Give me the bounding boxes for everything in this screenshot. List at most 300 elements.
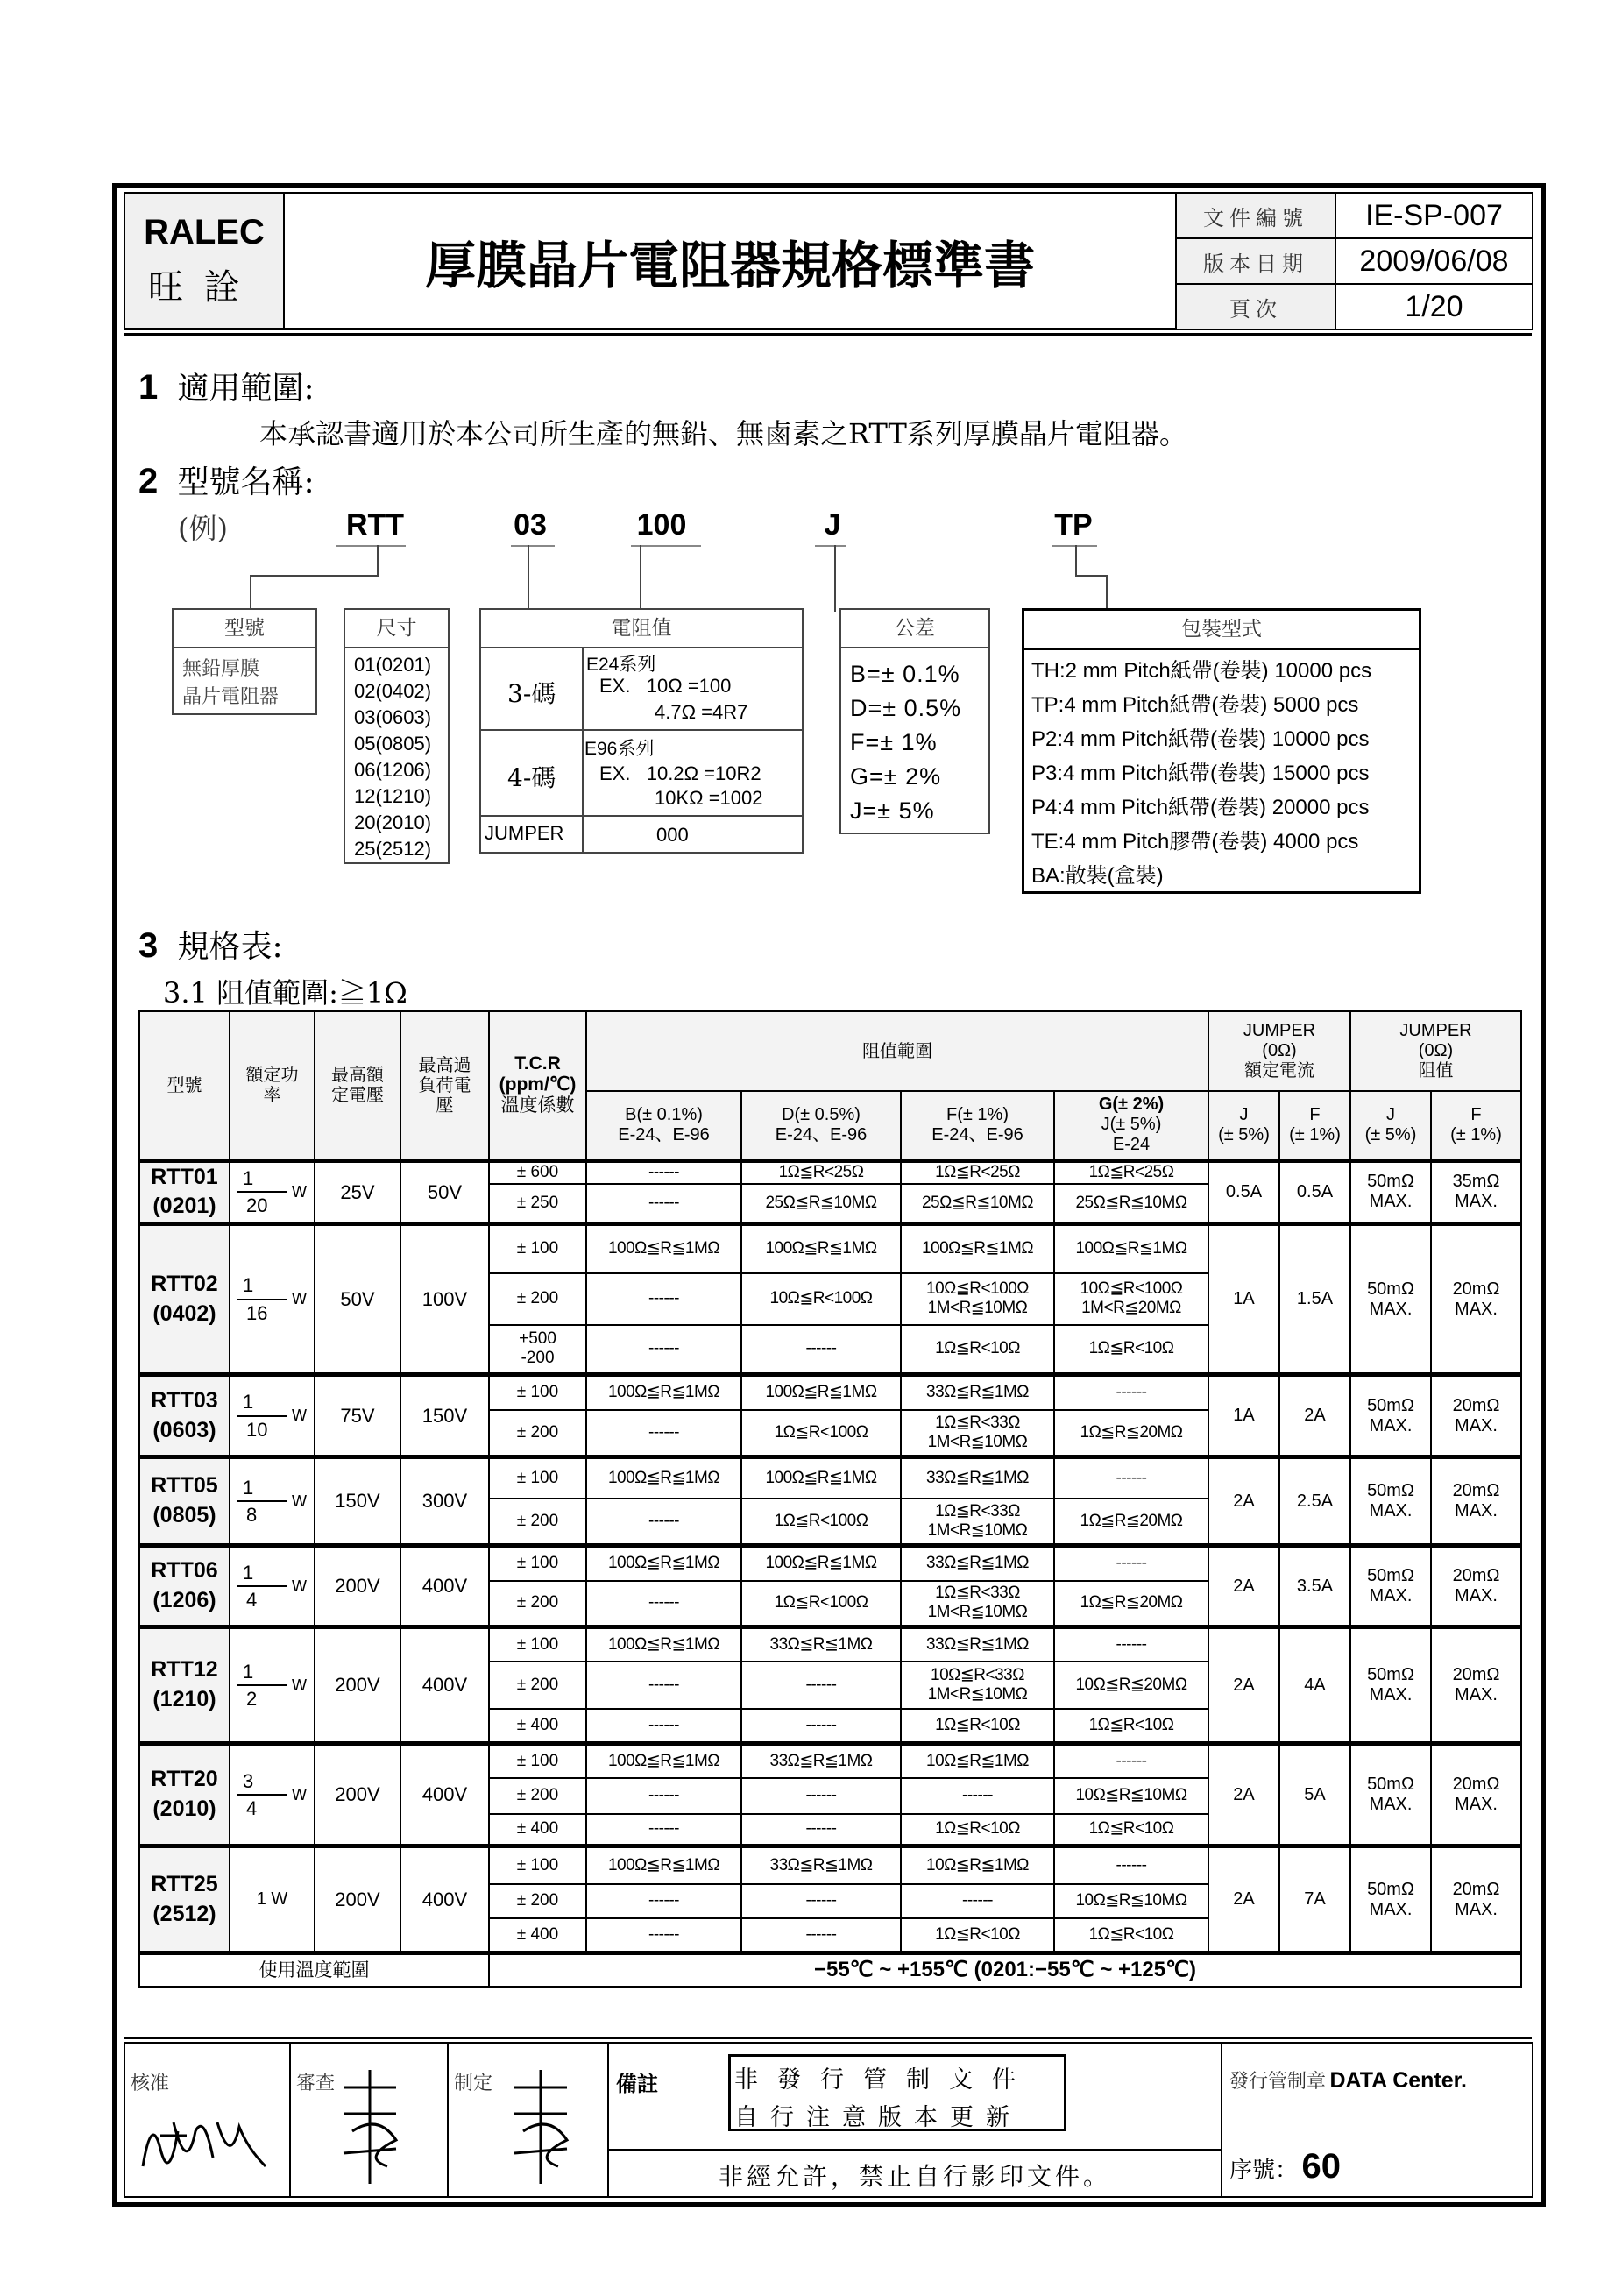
rated-voltage-value: 150V [335,1490,380,1513]
model-cell [139,1457,230,1546]
tcr-text: ± 100 [516,1751,559,1770]
tolerance-box [839,608,990,834]
header-line: (± 1%) [1450,1124,1502,1144]
tcr-text: ± 250 [516,1194,559,1213]
size-item: 20(2010) [354,811,432,833]
connector [815,545,846,547]
header-tcr-line: 溫度係數 [500,1095,575,1116]
brand-en: RALEC [144,212,265,252]
range-text: 1M<R≦10MΩ [927,1299,1028,1317]
meta-label-cell [1175,192,1336,239]
range-b [586,1884,741,1918]
overload-voltage-value: 400V [421,1575,468,1598]
range-text: 100Ω≦R≦1MΩ [607,1634,720,1654]
size-item: 06(1206) [354,759,432,781]
range-text: 1Ω≦R<25Ω [778,1163,864,1182]
range-d [741,1546,901,1581]
part-code-tolerance: J [824,508,841,542]
footer-divider [124,2037,1532,2039]
operating-temperature-value [489,1953,1521,1987]
range-text: 100Ω≦R≦1MΩ [765,1468,877,1487]
range-f [901,1499,1054,1546]
range-text: 10Ω≦R≦10MΩ [1075,1891,1187,1910]
range-text: 25Ω≦R≦10MΩ [1075,1194,1187,1213]
jumper-resistance-f-value: MAX. [1455,1415,1498,1435]
table-row [139,1375,1521,1410]
tcr-value [489,1224,586,1273]
header-line: (0Ω) [1262,1041,1297,1060]
table-row [139,1546,1521,1581]
range-text: 1Ω≦R<25Ω [935,1163,1020,1182]
header-line: F [1470,1104,1482,1124]
range-g [1054,1273,1208,1325]
tcr-text: ± 100 [516,1554,559,1573]
tcr-value [489,1627,586,1662]
stamp-line [1229,2066,1467,2094]
type-box-title: 型號 [174,610,315,648]
rated-voltage [315,1375,400,1457]
range-f [901,1160,1054,1184]
power-numerator: 1 [237,1391,287,1416]
header-line: 阻值 [1418,1061,1454,1081]
three-digit-row [481,648,802,731]
jumper-resistance-j [1350,1546,1431,1627]
range-d [741,1581,901,1627]
header-line: J(± 5%) [1101,1115,1162,1135]
section-number: 3 [138,926,159,965]
tcr-text: ± 200 [516,1593,559,1612]
jumper-current-j [1208,1224,1279,1375]
remark-cell [607,2042,1222,2198]
range-g [1054,1375,1208,1410]
range-text: ------ [648,1924,679,1944]
temp-value-text: −55℃ ~ +155℃ (0201:−55℃ ~ +125℃) [813,1958,1197,1982]
three-digit-label: 3-碼 [507,679,556,708]
jumper-resistance-j-value: MAX. [1369,1899,1413,1919]
tcr-value [489,1884,586,1918]
jumper-resistance-f [1431,1457,1521,1546]
model-cell [139,1846,230,1953]
range-d [741,1160,901,1184]
header-line: (± 5%) [1218,1124,1270,1144]
jumper-resistance-j [1350,1457,1431,1546]
jumper-resistance-f [1431,1744,1521,1846]
range-text: 33Ω≦R≦1MΩ [926,1554,1029,1573]
power-denominator: 20 [246,1194,268,1217]
jumper-current-f-value: 2.5A [1296,1491,1334,1511]
range-b [586,1918,741,1953]
range-text: 1Ω≦R≦20MΩ [1080,1511,1183,1530]
range-text: 10Ω≦R<100Ω [926,1279,1029,1299]
jumper-resistance-j-value: 50mΩ [1367,1775,1414,1794]
overload-voltage [400,1546,489,1627]
rated-voltage-value: 200V [335,1674,380,1697]
range-f [901,1627,1054,1662]
header-rated-voltage [315,1011,400,1160]
jumper-resistance-f [1431,1627,1521,1744]
type-line: 無鉛厚膜 [182,658,260,680]
power-unit: W [292,1577,307,1595]
range-d [741,1184,901,1223]
jumper-resistance-j-value: MAX. [1369,1795,1413,1814]
operating-temperature-label [139,1953,489,1987]
range-d [741,1224,901,1273]
range-f [901,1918,1054,1953]
e24-example-1: EX. 10Ω =100 [599,675,732,697]
jumper-current-f [1279,1627,1350,1744]
range-text: 100Ω≦R≦1MΩ [1075,1239,1187,1258]
e24-example-2: 4.7Ω =4R7 [655,701,748,723]
jumper-current-f [1279,1744,1350,1846]
power-unit: W [292,1290,307,1308]
range-text: 25Ω≦R≦10MΩ [921,1194,1034,1213]
range-text: 10Ω≦R≦1MΩ [926,1751,1029,1770]
power-cell [230,1224,315,1375]
header-line: JUMPER [1243,1021,1316,1040]
range-f [901,1273,1054,1325]
range-b [586,1184,741,1223]
model-name: RTT02 [151,1271,218,1296]
value-box-title: 電阻值 [481,610,802,648]
range-text: ------ [805,1675,837,1694]
review-cell [289,2042,449,2198]
range-b [586,1709,741,1744]
range-text: 1Ω≦R<10Ω [1088,1715,1174,1734]
header-line: F [1309,1104,1321,1124]
model-name: RTT03 [151,1387,218,1413]
range-text: 1Ω≦R≦20MΩ [1080,1422,1183,1442]
jumper-resistance-f-value: 20mΩ [1452,1775,1500,1794]
header-line: JUMPER [1399,1021,1472,1040]
jumper-current-f-value: 3.5A [1296,1576,1334,1596]
connector [511,545,555,547]
range-f [901,1846,1054,1884]
meta-label: 文件編號 [1203,205,1308,230]
header-line: E-24、E-96 [775,1124,868,1144]
logo-cell [124,192,285,330]
tcr-value [489,1457,586,1499]
jumper-resistance-f-value: 20mΩ [1452,1879,1500,1899]
jumper-current-j [1208,1627,1279,1744]
jumper-resistance-f-value: MAX. [1455,1685,1498,1704]
range-text: 33Ω≦R≦1MΩ [769,1855,873,1874]
jumper-current-j-value: 2A [1233,1889,1255,1909]
header-line: 額定電流 [1244,1061,1314,1081]
jumper-resistance-f-value: 20mΩ [1452,1566,1500,1585]
range-d [741,1846,901,1884]
uncontrolled-notice-box [728,2054,1066,2131]
power-denominator: 4 [246,1589,258,1611]
reviewer-signature [326,2061,431,2193]
tolerance-box-title: 公差 [841,610,988,648]
size-box-title: 尺寸 [345,610,448,648]
size-list [345,648,448,862]
rated-voltage [315,1457,400,1546]
range-b [586,1273,741,1325]
range-d [741,1375,901,1410]
range-text: ------ [1116,1751,1147,1770]
range-text: 1Ω≦R<100Ω [774,1593,868,1612]
range-b [586,1581,741,1627]
range-text: 100Ω≦R≦1MΩ [765,1239,877,1258]
stamp-label: 發行管制章 [1229,2071,1327,2093]
jumper-current-f [1279,1457,1350,1546]
jumper-current-j [1208,1846,1279,1953]
tcr-text: ± 400 [516,1924,559,1944]
range-text: ------ [805,1924,837,1944]
range-d [741,1778,901,1814]
range-text: 25Ω≦R≦10MΩ [765,1194,877,1213]
range-text: 33Ω≦R≦1MΩ [769,1751,873,1770]
overload-voltage [400,1224,489,1375]
range-text: ------ [805,1891,837,1910]
range-b [586,1662,741,1709]
power-cell [230,1375,315,1457]
range-f [901,1410,1054,1457]
jumper-resistance-f-value: MAX. [1455,1795,1498,1814]
header-jumper-resistance [1350,1011,1521,1091]
range-text: ------ [962,1786,993,1805]
range-text: ------ [648,1786,679,1805]
tcr-value [489,1918,586,1953]
stamp-value: DATA Center. [1329,2068,1467,2093]
jumper-resistance-j-value: MAX. [1369,1685,1413,1704]
range-g [1054,1457,1208,1499]
range-g [1054,1499,1208,1546]
header-line: (0Ω) [1418,1041,1454,1060]
brand-cn: 旺詮 [148,266,260,308]
range-d [741,1884,901,1918]
range-text: 1Ω≦R<100Ω [774,1422,868,1442]
tcr-value [489,1744,586,1778]
jumper-resistance-f-value: 35mΩ [1452,1172,1500,1192]
prepare-cell [447,2042,609,2198]
power-cell [230,1546,315,1627]
power-cell [230,1627,315,1744]
header-line: F(± 1%) [946,1104,1009,1124]
overload-voltage-value: 400V [421,1888,468,1910]
range-text: 10Ω≦R<33Ω [931,1665,1024,1684]
power-denominator: 16 [246,1301,268,1324]
power-cell [230,1160,315,1224]
range-g [1054,1160,1208,1184]
size-item: 12(1210) [354,785,432,807]
overload-voltage-value: 300V [421,1490,468,1513]
range-f [901,1709,1054,1744]
title-cell [283,192,1177,330]
jumper-current-j-value: 1A [1233,1289,1255,1308]
tcr-value [489,1184,586,1223]
model-name: RTT20 [151,1767,218,1792]
packaging-item: TE:4 mm Pitch膠帶(卷裝) 4000 pcs [1031,830,1359,854]
range-text: 100Ω≦R≦1MΩ [607,1554,720,1573]
range-d [741,1325,901,1375]
model-size: (2512) [152,1901,216,1926]
range-text: 1Ω≦R<33Ω [935,1501,1020,1520]
approver-signature [134,2096,283,2184]
range-text: 100Ω≦R≦1MΩ [921,1239,1034,1258]
power-denominator: 10 [246,1418,268,1441]
copy-warning: 非經允許，禁止自行影印文件。 [718,2162,1111,2191]
preparer-signature [497,2061,602,2193]
power-value: 1 W [256,1889,288,1909]
header-line: D(± 0.5%) [782,1104,861,1124]
range-text: 1Ω≦R<10Ω [1088,1819,1174,1839]
range-b [586,1744,741,1778]
jumper-resistance-f-value: MAX. [1455,1501,1498,1520]
range-text: 1M<R≦10MΩ [927,1603,1028,1622]
jumper-current-f-value: 7A [1304,1889,1326,1909]
connector [1052,545,1097,547]
header-d [741,1091,901,1160]
range-b [586,1375,741,1410]
tolerance-item: G=± 2% [850,763,942,790]
section-title: 規格表: [177,929,283,965]
packaging-item: TP:4 mm Pitch紙帶(卷裝) 5000 pcs [1031,693,1359,717]
jumper-resistance-f-value: 20mΩ [1452,1481,1500,1500]
meta-label-cell [1175,283,1336,330]
jumper-label: JUMPER [485,822,564,844]
packaging-box [1022,608,1421,894]
range-text: ------ [805,1819,837,1839]
range-text: ------ [648,1819,679,1839]
part-code-packaging: TP [1054,508,1093,542]
range-text: 1M<R≦10MΩ [927,1520,1028,1540]
power-cell [230,1846,315,1953]
power-numerator: 1 [237,1477,287,1502]
meta-value-cell [1335,237,1533,285]
jumper-current-f [1279,1375,1350,1457]
tcr-text: ± 400 [516,1715,559,1734]
table-row [139,1627,1521,1662]
range-d [741,1273,901,1325]
range-text: ------ [648,1339,679,1358]
jumper-current-j-value: 2A [1233,1675,1255,1695]
meta-label: 頁次 [1229,296,1282,322]
range-g [1054,1814,1208,1846]
model-name: RTT06 [151,1558,218,1584]
range-g [1054,1918,1208,1953]
scope-text: 本承認書適用於本公司所生產的無鉛、無鹵素之RTT系列厚膜晶片電阻器。 [259,417,1187,450]
serial-line [1229,2147,1341,2186]
size-box [344,608,450,864]
range-text: 1M<R≦20MΩ [1081,1299,1181,1317]
jumper-resistance-j-value: MAX. [1369,1501,1413,1520]
model-size: (1210) [152,1687,216,1711]
jumper-resistance-f-value: 20mΩ [1452,1665,1500,1684]
tcr-text: ± 200 [516,1675,559,1694]
meta-label: 版本日期 [1203,251,1308,276]
model-size: (0201) [152,1194,216,1219]
overload-voltage [400,1160,489,1224]
range-f [901,1778,1054,1814]
rated-voltage [315,1627,400,1744]
header-model [139,1011,230,1160]
header-power [230,1011,315,1160]
header-range-text: 阻值範圍 [862,1040,932,1061]
power-numerator: 1 [237,1661,287,1686]
range-text: ------ [648,1891,679,1910]
tcr-value [489,1325,586,1375]
jumper-resistance-j [1350,1375,1431,1457]
meta-value: 2009/06/08 [1359,244,1509,278]
range-d [741,1662,901,1709]
jumper-resistance-f-value: MAX. [1455,1586,1498,1605]
four-digit-label: 4-碼 [507,763,556,792]
jumper-current-f-value: 0.5A [1296,1181,1334,1201]
jumper-current-f-value: 4A [1304,1675,1326,1695]
range-text: ------ [805,1339,837,1358]
overload-voltage-value: 400V [421,1674,468,1697]
overload-voltage [400,1744,489,1846]
header-range [586,1011,1208,1091]
range-text: 33Ω≦R≦1MΩ [926,1468,1029,1487]
overload-voltage [400,1457,489,1546]
connector [1075,545,1077,577]
overload-voltage-value: 50V [427,1180,463,1203]
model-name: RTT25 [151,1871,218,1896]
approve-cell [124,2042,291,2198]
tcr-text: ± 600 [516,1163,559,1182]
header-jr-f [1431,1091,1521,1160]
header-line: E-24、E-96 [618,1124,710,1144]
power-fraction [237,1770,307,1820]
jumper-resistance-f [1431,1375,1521,1457]
range-g [1054,1184,1208,1223]
section-3-heading [138,922,283,967]
jumper-current-f [1279,1160,1350,1224]
power-denominator: 4 [246,1797,258,1819]
size-item: 03(0603) [354,706,432,728]
range-b [586,1499,741,1546]
model-cell [139,1546,230,1627]
part-code-value: 100 [636,508,687,542]
tolerance-item: B=± 0.1% [850,661,960,687]
range-text: 100Ω≦R≦1MΩ [607,1239,720,1258]
jumper-resistance-j [1350,1846,1431,1953]
tcr-value [489,1499,586,1546]
range-f [901,1375,1054,1410]
tcr-value [489,1581,586,1627]
overload-voltage [400,1375,489,1457]
jumper-resistance-j-value: 50mΩ [1367,1566,1414,1585]
power-fraction [237,1477,307,1527]
power-unit: W [292,1676,307,1694]
range-text: 1Ω≦R<10Ω [935,1339,1020,1358]
section-title: 型號名稱: [177,464,315,500]
rated-voltage-value: 50V [340,1287,375,1310]
range-d [741,1627,901,1662]
tcr-text: ± 100 [516,1855,559,1874]
range-text: 1Ω≦R<10Ω [935,1924,1020,1944]
header-overload-voltage [400,1011,489,1160]
model-cell [139,1160,230,1224]
e24-series-label: E24系列 [586,655,656,675]
jumper-resistance-j-value: 50mΩ [1367,1172,1414,1192]
tcr-text: ± 100 [516,1383,559,1402]
jumper-code: 000 [656,824,689,846]
section-title: 適用範圍: [177,371,315,407]
header-line: E-24 [1112,1135,1151,1155]
jumper-resistance-j [1350,1744,1431,1846]
connector [631,545,701,547]
range-text: ------ [1116,1383,1147,1402]
range-d [741,1410,901,1457]
jumper-current-j [1208,1160,1279,1224]
section-3-1-heading: 3.1 阻值範圍:≧1Ω [163,976,407,1010]
connector [1106,575,1108,610]
range-g [1054,1581,1208,1627]
